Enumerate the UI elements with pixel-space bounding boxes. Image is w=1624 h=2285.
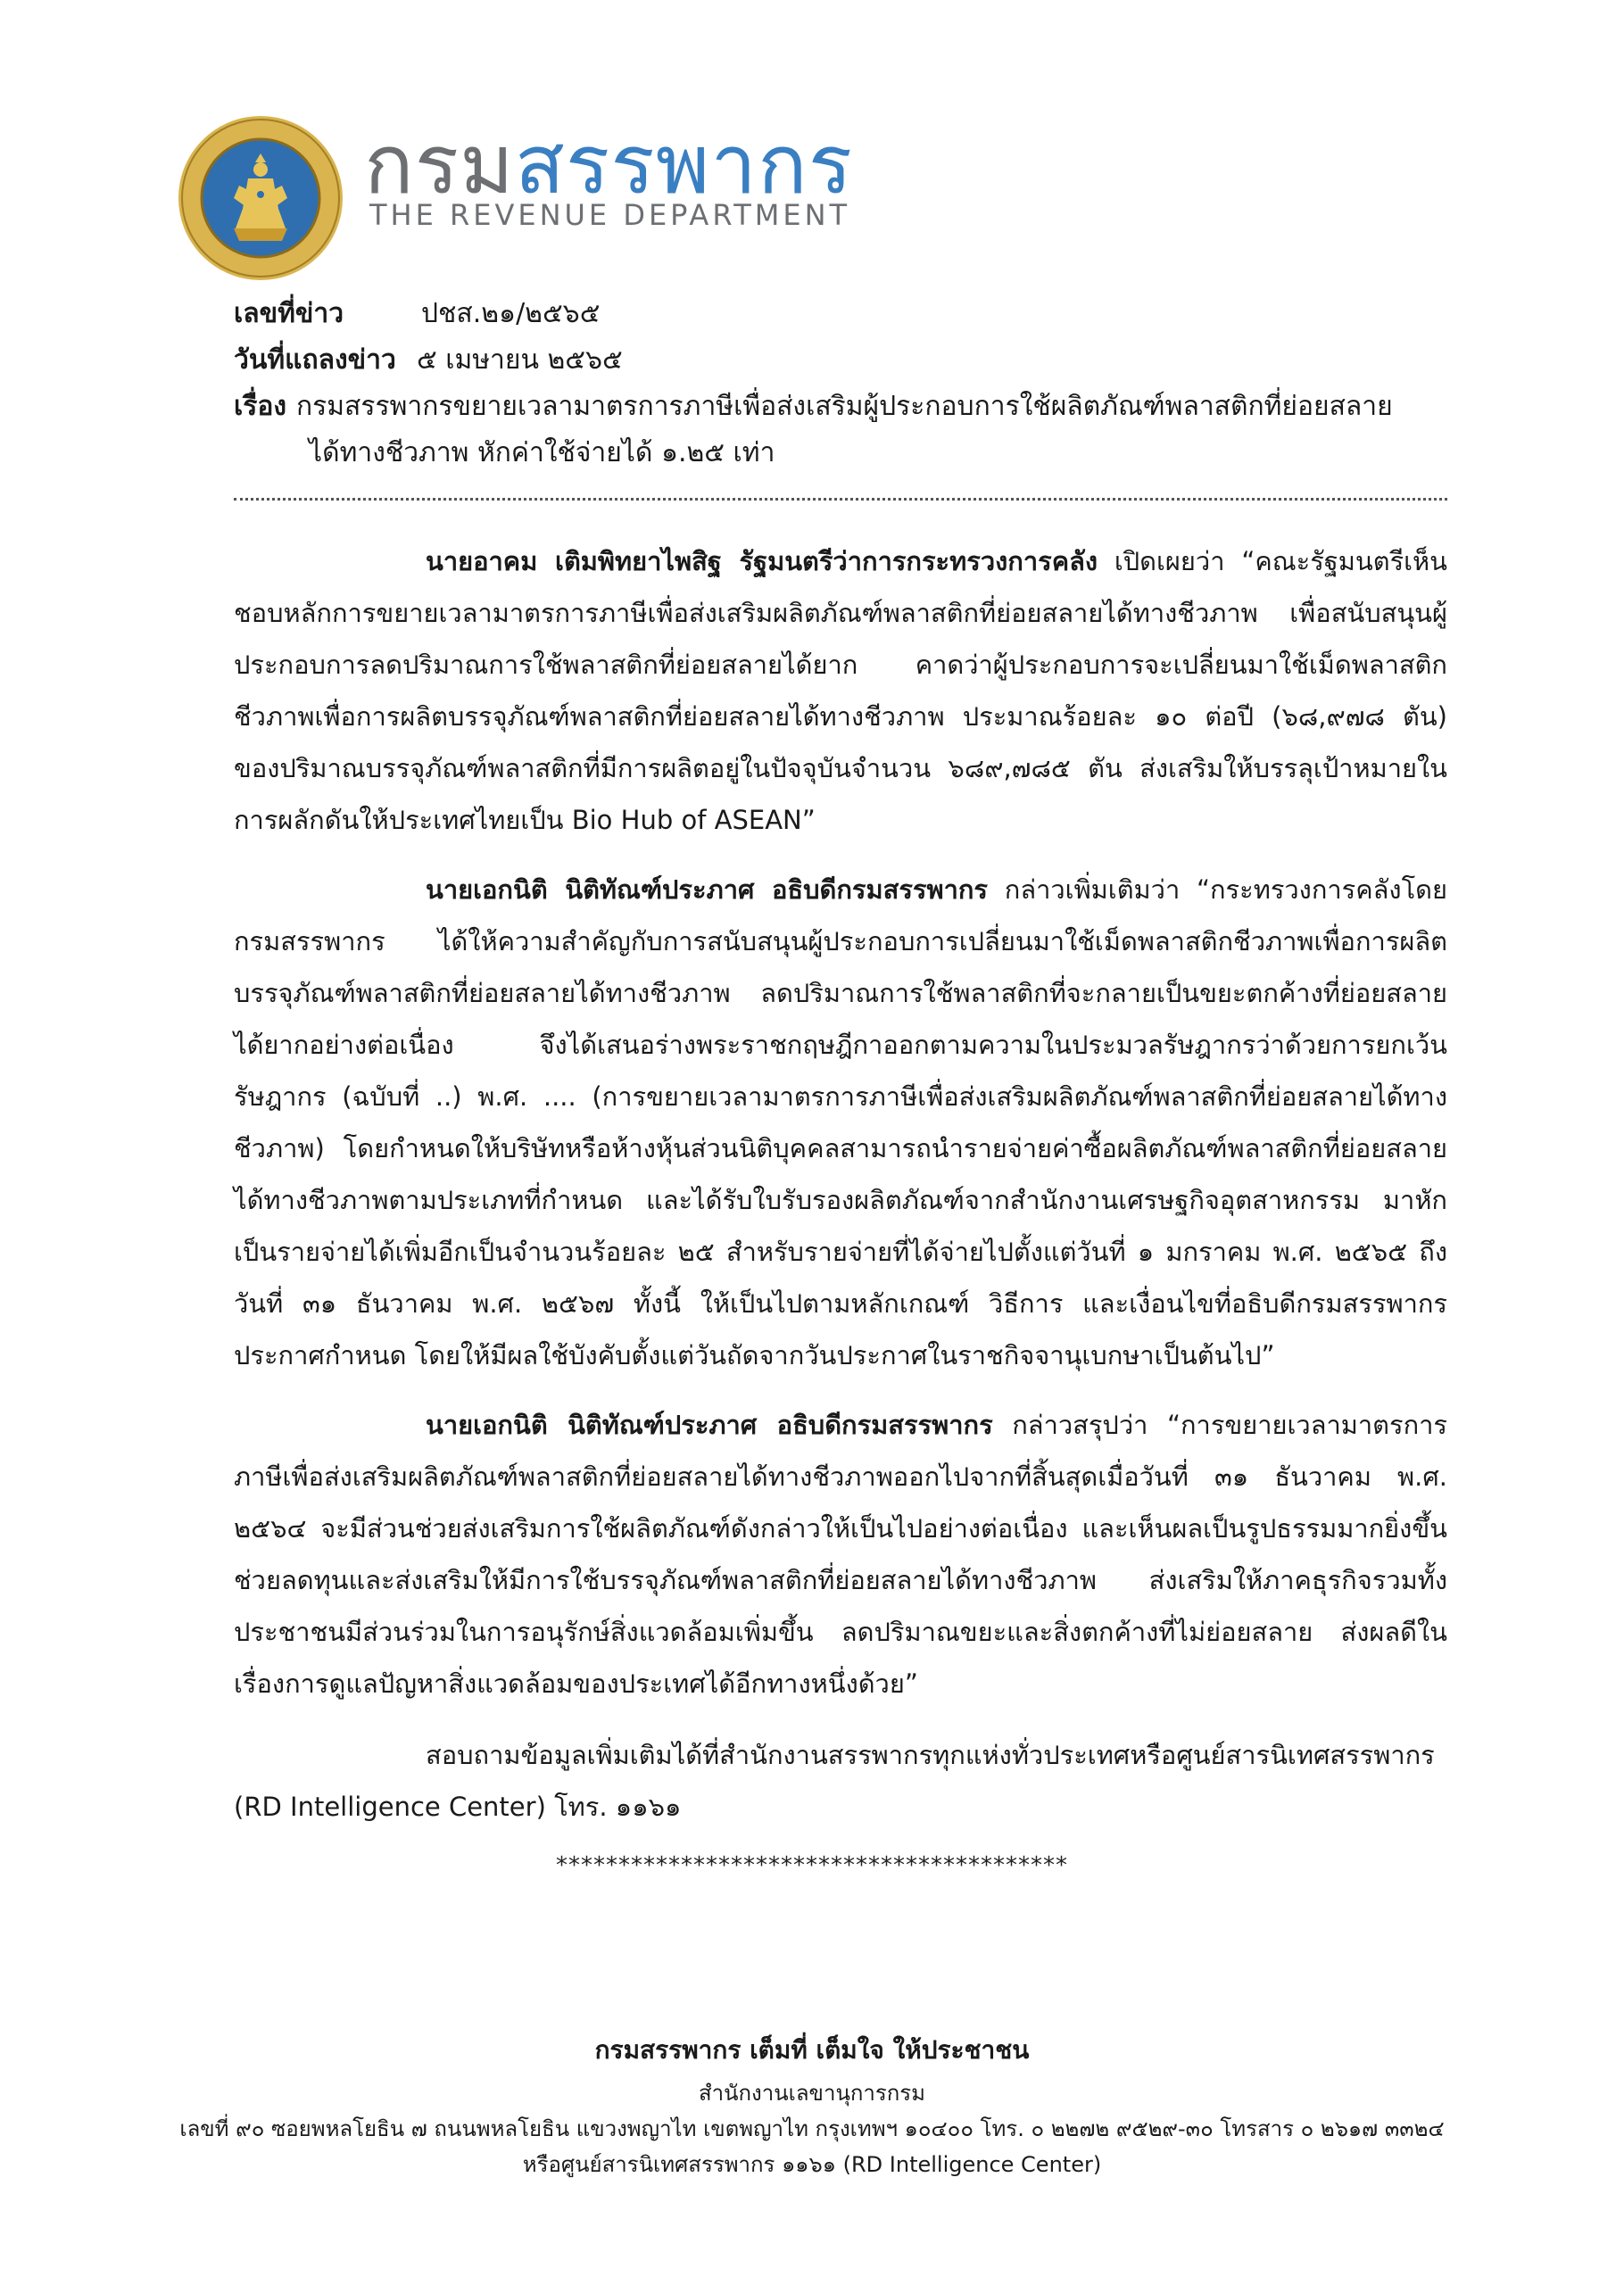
dotted-divider bbox=[234, 498, 1447, 501]
paragraph-director-general-2 bbox=[234, 1399, 1447, 1710]
director-general-name-2: นายเอกนิติ นิติทัณฑ์ประภาศ อธิบดีกรมสรรพากร bbox=[426, 1410, 993, 1440]
news-number-value: ปชส.๒๑/๒๕๖๕ bbox=[421, 298, 601, 329]
paragraph-1-text: เปิดเผยว่า “คณะรัฐมนตรีเห็นชอบหลักการขยายเวลามาตรการภาษีเพื่อส่งเสริมผลิตภัณฑ์พลาสติกที่ย่อยสลายได้ทางชีวภาพ เพื่อสนับสนุนผู้ประกอบการลดปริมาณการใช้พลาสติกที่ย่อยสลายได้ยาก คาดว่าผู้ประกอบการจะเปลี่ยนมาใช้เม็ดพลาสติกชีวภาพเพื่อการผลิตบรรจุภัณฑ์พลาสติกที่ย่อยสลายได้ทางชีวภาพ ประมาณร้อยละ ๑๐ ต่อปี (๖๘,๙๗๘ ตัน) ของปริมาณบรรจุภัณฑ์พลาสติกที่มีการผลิตอยู่ในปัจจุบันจำนวน ๖๘๙,๗๘๕ ตัน ส่งเสริมให้บรรลุเป้าหมายในการผลักดันให้ประเทศไทยเป็น Bio Hub of ASEAN” bbox=[234, 546, 1447, 835]
release-date-label: วันที่แถลงข่าว bbox=[234, 344, 396, 376]
subject-label: เรื่อง bbox=[234, 391, 287, 422]
paragraph-minister bbox=[234, 535, 1447, 846]
paragraph-2-text: กล่าวเพิ่มเติมว่า “กระทรวงการคลังโดยกรมสรรพากร ได้ให้ความสำคัญกับการสนับสนุนผู้ประกอบการเปลี่ยนมาใช้เม็ดพลาสติกชีวภาพเพื่อการผลิตบรรจุภัณฑ์พลาสติกที่ย่อยสลายได้ทางชีวภาพ ลดปริมาณการใช้พลาสติกที่จะกลายเป็นขยะตกค้างที่ย่อยสลายได้ยากอย่างต่อเนื่อง จึงได้เสนอร่างพระราชกฤษฎีกาออกตามความในประมวลรัษฎากรว่าด้วยการยกเว้นรัษฎากร (ฉบับที่ ..) พ.ศ. .... (การขยายเวลามาตรการภาษีเพื่อส่งเสริมผลิตภัณฑ์พลาสติกที่ย่อยสลายได้ทางชีวภาพ) โดยกำหนดให้บริษัทหรือห้างหุ้นส่วนนิติบุคคลสามารถนำรายจ่ายค่าซื้อผลิตภัณฑ์พลาสติกที่ย่อยสลายได้ทางชีวภาพตามประเภทที่กำหนด และได้รับใบรับรองผลิตภัณฑ์จากสำนักงานเศรษฐกิจอุตสาหกรรม มาหักเป็นรายจ่ายได้เพิ่มอีกเป็นจำนวนร้อยละ ๒๕ สำหรับรายจ่ายที่ได้จ่ายไปตั้งแต่วันที่ ๑ มกราคม พ.ศ. ๒๕๖๕ ถึงวันที่ ๓๑ ธันวาคม พ.ศ. ๒๕๖๗ ทั้งนี้ ให้เป็นไปตามหลักเกณฑ์ วิธีการ และเงื่อนไขที่อธิบดีกรมสรรพากรประกาศกำหนด โดยให้มีผลใช้บังคับตั้งแต่วันถัดจากวันประกาศในราชกิจจานุเบกษาเป็นต้นไป” bbox=[234, 874, 1447, 1370]
footer-address: เลขที่ ๙๐ ซอยพหลโยธิน ๗ ถนนพหลโยธิน แขวงพญาไท เขตพญาไท กรุงเทพฯ ๑๐๔๐๐ โทร. ๐ ๒๒๗๒ ๙๕๒๙-๓๐ โทรสาร ๐ ๒๖๑๗ ๓๓๒๔ bbox=[179, 2116, 1445, 2141]
subject-line-2: ได้ทางชีวภาพ หักค่าใช้จ่ายได้ ๑.๒๕ เท่า bbox=[309, 437, 775, 468]
end-stars-separator: ***************************************** bbox=[556, 1852, 1068, 1879]
footer-slogan: กรมสรรพากร เต็มที่ เต็มใจ ให้ประชาชน bbox=[594, 2035, 1030, 2065]
logo-wordmark-english: THE REVENUE DEPARTMENT bbox=[369, 198, 851, 232]
footer-office: สำนักงานเลขานุการกรม bbox=[698, 2081, 925, 2106]
news-number-row bbox=[234, 291, 600, 337]
paragraph-3-text: กล่าวสรุปว่า “การขยายเวลามาตรการภาษีเพื่อส่งเสริมผลิตภัณฑ์พลาสติกที่ย่อยสลายได้ทางชีวภาพออกไปจากที่สิ้นสุดเมื่อวันที่ ๓๑ ธันวาคม พ.ศ. ๒๕๖๔ จะมีส่วนช่วยส่งเสริมการใช้ผลิตภัณฑ์ดังกล่าวให้เป็นไปอย่างต่อเนื่อง และเห็นผลเป็นรูปธรรมมากยิ่งขึ้น ช่วยลดทุนและส่งเสริมให้มีการใช้บรรจุภัณฑ์พลาสติกที่ย่อยสลายได้ทางชีวภาพ ส่งเสริมให้ภาคธุรกิจรวมทั้งประชาชนมีส่วนร่วมในการอนุรักษ์สิ่งแวดล้อมเพิ่มขึ้น ลดปริมาณขยะและสิ่งตกค้างที่ไม่ย่อยสลาย ส่งผลดีในเรื่องการดูแลปัญหาสิ่งแวดล้อมของประเทศได้อีกทางหนึ่งด้วย” bbox=[234, 1410, 1447, 1699]
release-date-value: ๕ เมษายน ๒๕๖๕ bbox=[417, 344, 623, 376]
director-general-name: นายเอกนิติ นิติทัณฑ์ประภาศ อธิบดีกรมสรรพากร bbox=[426, 874, 989, 905]
release-date-row bbox=[234, 337, 623, 384]
paragraph-contact bbox=[234, 1729, 1447, 1833]
subject-row bbox=[234, 384, 1447, 430]
footer-center: หรือศูนย์สารนิเทศสรรพากร ๑๑๖๑ (RD Intelligence Center) bbox=[522, 2152, 1102, 2177]
paragraph-director-general-1 bbox=[234, 864, 1447, 1381]
subject-line-1: กรมสรรพากรขยายเวลามาตรการภาษีเพื่อส่งเสริมผู้ประกอบการใช้ผลิตภัณฑ์พลาสติกที่ย่อยสลาย bbox=[296, 391, 1393, 422]
logo-thai-part1: กรม bbox=[364, 117, 515, 212]
minister-name: นายอาคม เติมพิทยาไพสิฐ รัฐมนตรีว่าการกระทรวงการคลัง bbox=[426, 546, 1098, 576]
logo-thai-part2: สรรพากร bbox=[514, 117, 854, 212]
news-number-label: เลขที่ข่าว bbox=[234, 298, 344, 329]
paragraph-4-text: สอบถามข้อมูลเพิ่มเติมได้ที่สำนักงานสรรพากรทุกแห่งทั่วประเทศหรือศูนย์สารนิเทศสรรพากร (RD Intelligence Center) โทร. ๑๑๖๑ bbox=[234, 1740, 1435, 1822]
revenue-department-seal-icon bbox=[177, 114, 344, 282]
